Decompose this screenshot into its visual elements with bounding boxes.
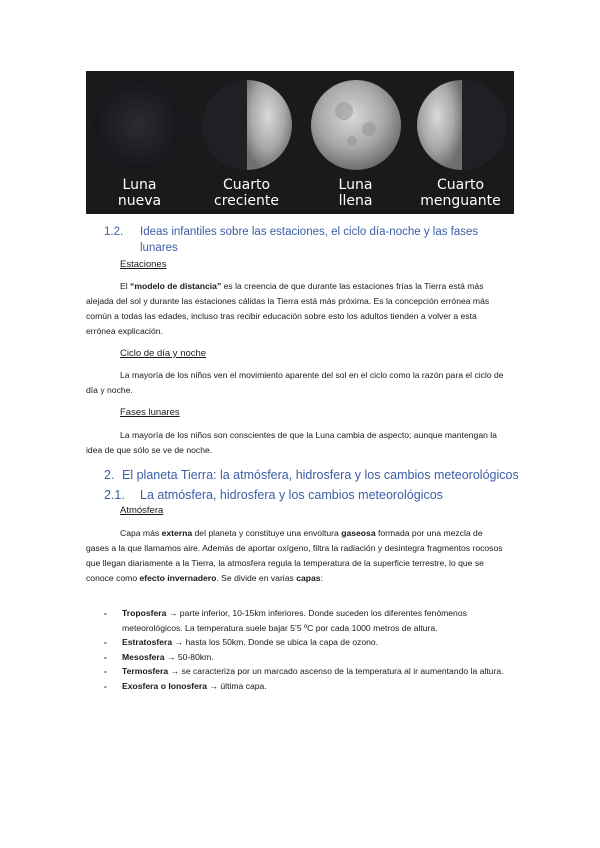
list-item: - Estratosfera → hasta los 50km. Donde se ubica la capa de ozono. — [86, 635, 506, 650]
subheading-estaciones: Estaciones — [120, 259, 167, 270]
subheading-atmosfera: Atmósfera — [120, 505, 164, 516]
moon-phases-image — [86, 71, 514, 214]
list-dash: - — [104, 608, 107, 618]
new-moon-disc — [93, 80, 183, 170]
moon-label-first-quarter: Cuarto creciente — [214, 177, 279, 209]
list-item: - Troposfera → parte inferior, 10-15km inferiores. Donde suceden los diferentes fenómenos meteorológicos. La temperatura suele bajar 5’5 ºC por cada 1000 metros de altura. — [104, 608, 467, 633]
section-title-1-2: Ideas infantiles sobre las estaciones, el ciclo día-noche y las fases lunares — [140, 226, 479, 254]
paragraph-estaciones: El “modelo de distancia” es la creencia de que durante las estaciones frías la Tierra está más alejada del sol y durante las estaciones cálidas la Tierra está más próxima. Es la concepción errónea más común a todas las edades, incluso tras recibir educación sobre esto los adultos tienden a volver a esta errónea explicación. — [86, 281, 490, 336]
first-quarter-lit — [247, 80, 293, 170]
moon-label-full: Luna llena — [338, 177, 373, 209]
paragraph-ciclo: La mayoría de los niños ven el movimiento aparente del sol en el ciclo como la razón para el ciclo de día y noche. — [86, 370, 504, 395]
section-title-2: El planeta Tierra: la atmósfera, hidrosfera y los cambios meteorológicos — [122, 468, 519, 482]
list-dash: - — [104, 651, 107, 662]
list-dash: - — [104, 666, 107, 676]
paragraph-atmosfera: Capa más externa del planeta y constituye una envoltura gaseosa formada por una mezcla de gases a la que llamamos aire. Además de aportar oxígeno, filtra la radiación y desintegra fragmentos rocosos que llegan diariamente a la Tierra, la atmosfera regula la temperatura de la superficie terrestre, lo que se conoce como efecto invernadero. Se divide en varias capas: — [86, 528, 503, 583]
list-dash: - — [104, 637, 107, 647]
full-moon-disc — [311, 80, 401, 170]
subheading-fases: Fases lunares — [120, 407, 180, 418]
paragraph-fases: La mayoría de los niños son conscientes de que la Luna cambia de aspecto; aunque mantengan la idea de que sólo se ve de noche. — [86, 430, 497, 455]
last-quarter-lit — [417, 80, 462, 170]
section-number-2: 2. — [104, 468, 115, 482]
moon-label-last-quarter: Cuarto menguante — [420, 177, 501, 209]
list-item: - Exosfera o Ionosfera → última capa. — [86, 679, 506, 694]
section-title-2-1: La atmósfera, hidrosfera y los cambios meteorológicos — [140, 488, 443, 502]
subheading-ciclo: Ciclo de día y noche — [120, 348, 207, 359]
section-number-2-1: 2.1. — [104, 488, 125, 502]
list-item: - Mesosfera → 50-80km. — [86, 650, 506, 665]
list-dash: - — [104, 680, 107, 691]
capas-list — [86, 606, 506, 693]
moon-label-new: Luna nueva — [117, 177, 162, 209]
list-item: - Termosfera → se caracteriza por un marcado ascenso de la temperatura al ir aumentando la altura. — [86, 664, 506, 679]
section-number-1-2: 1.2. — [104, 226, 124, 238]
